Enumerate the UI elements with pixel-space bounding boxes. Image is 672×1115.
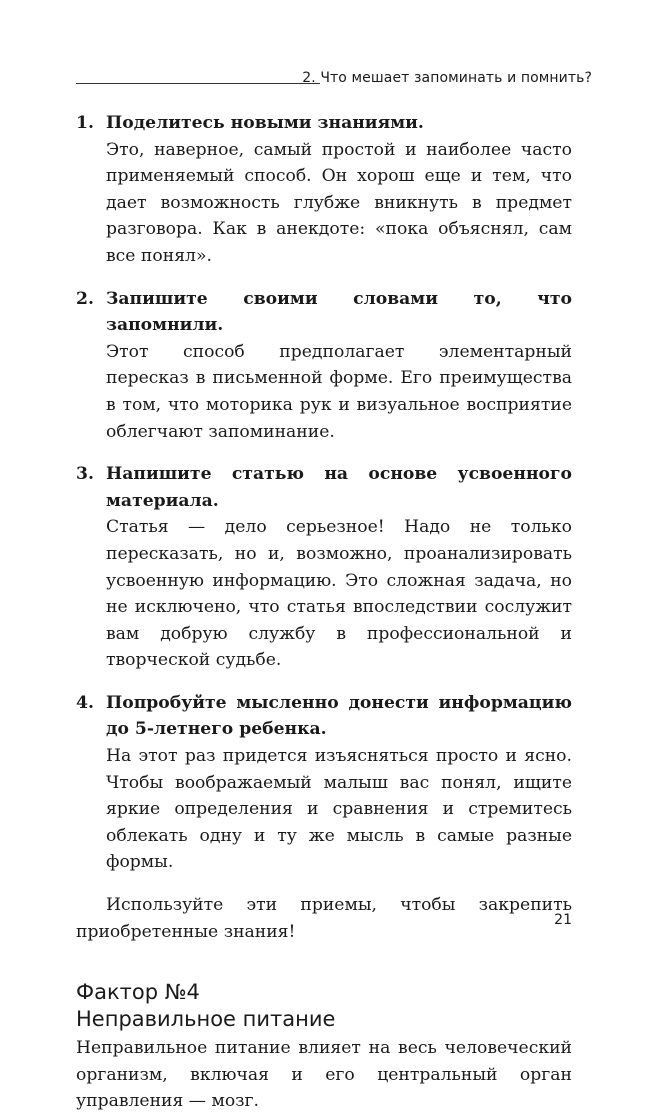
list-item — [76, 286, 572, 446]
list-item — [76, 110, 572, 270]
list-item-text: Этот способ предполагает элементарный пересказ в письменной форме. Его преимущества в том, что моторика рук и визуальное восприятие облегчают запоминание. — [106, 341, 572, 442]
list-item-title: Запишите своими словами то, что запомнили. — [106, 288, 572, 336]
factor-number: Фактор №4 — [76, 980, 200, 1005]
list-item-number: 4. — [76, 692, 94, 713]
chapter-title: 2. Что мешает запоминать и помнить? — [302, 70, 592, 86]
list-item-text: Статья — дело серьезное! Надо не только пересказать, но и, возможно, проанализировать усвоенную информацию. Это сложная задача, но не исключено, что статья впоследствии сослужит вам добрую службу в профессиональной и творческой судьбе. — [106, 517, 572, 671]
list-item-number: 3. — [76, 464, 94, 485]
factor-title: Неправильное питание — [76, 1007, 336, 1032]
list-item-title: Напишите статью на основе усвоенного материала. — [106, 464, 572, 511]
page-number: 21 — [554, 912, 572, 928]
list-item-text: Это, наверное, самый простой и наиболее часто применяемый способ. Он хорош еще и тем, что дает возможность глубже вникнуть в предмет разговора. Как в анекдоте: «пока объяснял, сам все понял». — [106, 139, 572, 266]
running-head — [76, 68, 592, 92]
page-content — [76, 110, 572, 1115]
list-item — [76, 690, 572, 876]
list-item-title: Попробуйте мысленно донести информацию до 5-летнего ребенка. — [106, 692, 572, 740]
closing-paragraph: Используйте эти приемы, чтобы закрепить приобретенные знания! — [76, 895, 572, 942]
factor-heading — [76, 979, 572, 1033]
list-item-number: 1. — [76, 113, 94, 133]
list-item-body — [106, 690, 572, 876]
list-item-body — [106, 461, 572, 674]
list-item-text: На этот раз придется изъясняться просто и ясно. Чтобы воображаемый малыш вас понял, ищите яркие определения и сравнения и стремитесь облекать одну и ту же мысль в самые разные формы. — [106, 746, 572, 873]
list-item — [76, 461, 572, 674]
list-item-number: 2. — [76, 288, 94, 309]
list-item-body — [106, 286, 572, 446]
list-item-title: Поделитесь новыми знаниями. — [106, 113, 424, 133]
factor-paragraph: Неправильное питание влияет на весь человеческий организм, включая и его центральный орган управления — мозг. — [76, 1038, 572, 1112]
list-item-body — [106, 110, 572, 270]
header-rule — [76, 83, 320, 84]
